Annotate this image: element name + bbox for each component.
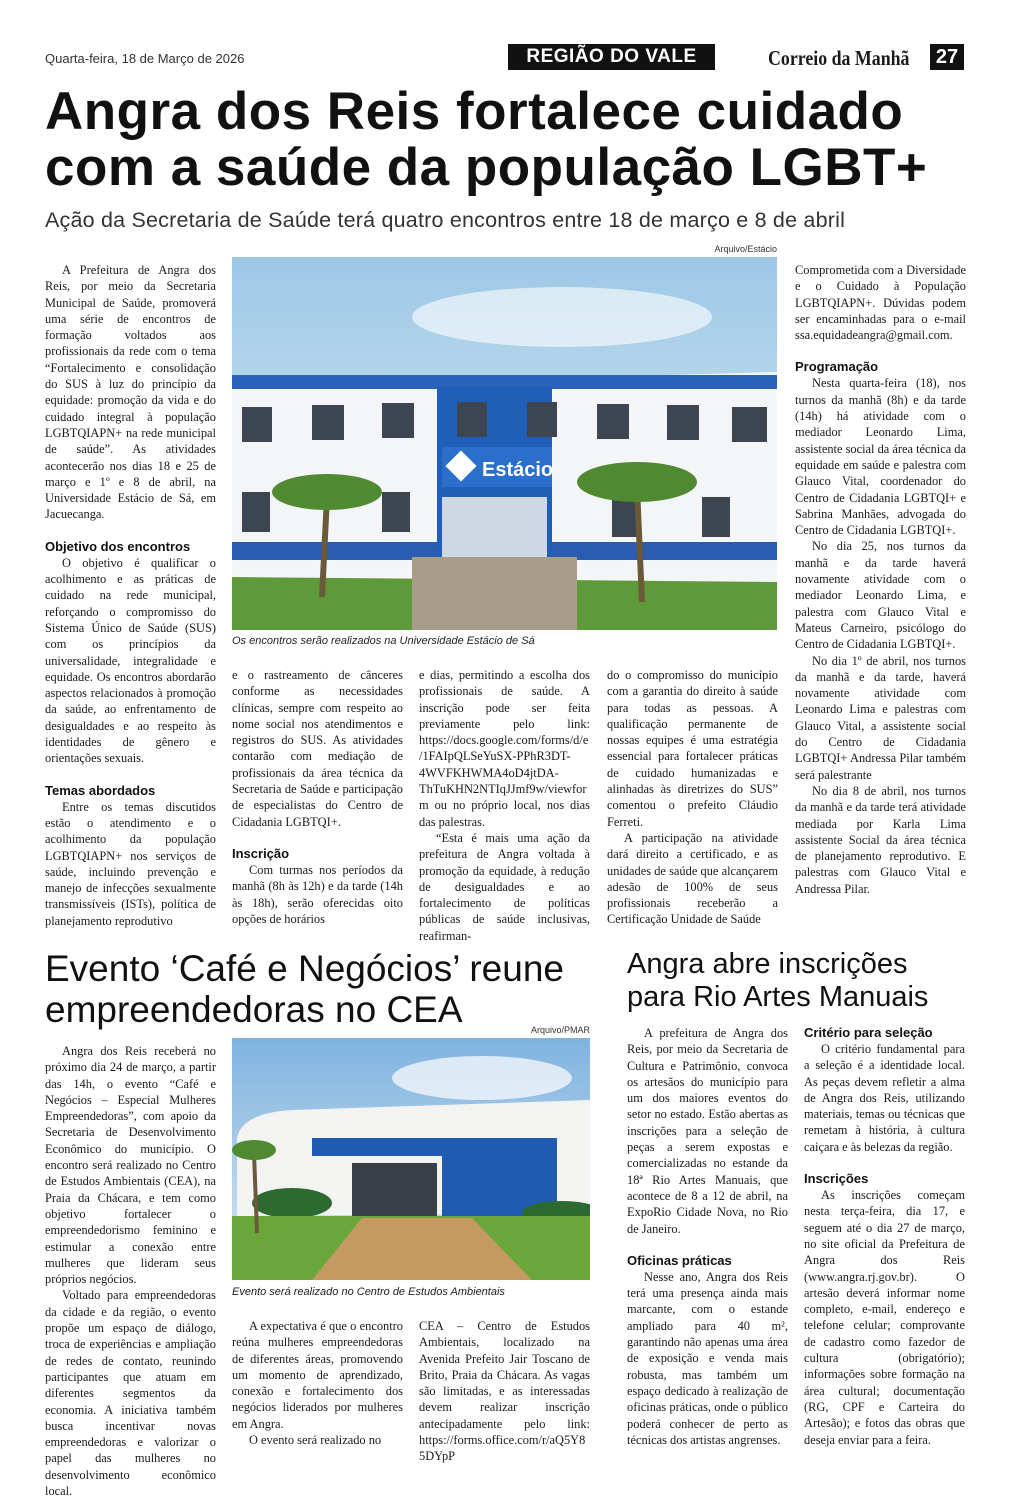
article1-photo-caption: Os encontros serão realizados na Universidade Estácio de Sá xyxy=(232,635,535,647)
paragraph: A participação na atividade dará direito a certificado, e as unidades de saúde que alcançarem adesão de 100% de seus profissionais receberão a Certificação Unidade de Saúde xyxy=(607,830,778,927)
page-number: 27 xyxy=(930,44,964,70)
estacio-sign: Estácio xyxy=(482,459,554,481)
article2-column-2 xyxy=(232,1318,403,1448)
paragraph: Comprometida com a Diversidade e o Cuidado à População LGBTQIAPN+. Dúvidas podem ser encaminhadas para o e-mail ssa.equidadeangra@gmail.com. xyxy=(795,263,966,343)
article1-subtitle: Ação da Secretaria de Saúde terá quatro encontros entre 18 de março e 8 de abril xyxy=(45,208,846,232)
paragraph: Com turmas nos períodos da manhã (8h às 12h) e da tarde (14h às 18h), serão oferecidas oito opções de horários xyxy=(232,862,403,926)
article2-column-1 xyxy=(45,1043,216,1499)
paragraph: “Esta é mais uma ação da prefeitura de Angra voltada à promoção da equidade, à redução de desigualdades e ao fortalecimento de políticas públicas de saúde inclusivas, reafirman- xyxy=(419,830,590,943)
article2-headline: Evento ‘Café e Negócios’ reune empreendedoras no CEA xyxy=(45,948,564,1030)
headline-line: Angra dos Reis fortalece cuidado xyxy=(45,82,904,141)
subheading: Inscrição xyxy=(232,845,290,861)
article1-column-4 xyxy=(607,667,778,928)
article2-photo xyxy=(232,1038,590,1280)
paragraph: Entre os temas discutidos estão o atendimento e o acolhimento da população LGBTQIAPN+ nos serviços de saúde, incluindo prevenção e manejo de infecções sexualmente transmissíveis (ISTs), política de planejamento reprodutivo xyxy=(45,799,216,928)
paragraph: O evento será realizado no xyxy=(249,1433,382,1448)
photo-credit: Arquivo/Estácio xyxy=(714,244,777,254)
subheading: Temas abordados xyxy=(45,782,156,798)
paragraph: Nesse ano, Angra dos Reis terá uma presença ainda mais marcante, com o estande ampliado para 40 m², garantindo não apenas uma área de exposição e venda mais robusta, mas também um espaço dedicado à realização de oficinas práticas, onde o público poderá conhecer de perto as técnicas dos artistas angrenses. xyxy=(627,1269,788,1447)
paragraph: CEA – Centro de Estudos Ambientais, localizado na Avenida Prefeito Jair Toscano de Brito, Praia da Chácara. As vagas são limitadas, e as interessadas devem realizar inscrição antecipadamente pelo link: https://forms.office.com/r/aQ5Y85DYpP xyxy=(419,1319,590,1464)
paragraph: e o rastreamento de cânceres conforme as necessidades clínicas, sempre com respeito ao nome social nos atendimentos e registros do SUS. As atividades contarão com mediação de profissionais da área técnica da Secretaria de Saúde e participação de especialistas do Centro de Cidadania LGBTQI+. xyxy=(232,668,403,829)
article3-headline: Angra abre inscrições para Rio Artes Manuais xyxy=(627,948,929,1013)
article1-column-2 xyxy=(232,667,403,927)
subheading: Programação xyxy=(795,359,879,375)
paragraph: do o compromisso do município com a garantia do direito à saúde para todas as pessoas. A qualificação permanente de nossas equipes é uma estratégia essencial para fortalecer práticas de cuidado humanizadas e alinhadas às diretrizes do SUS” comentou o prefeito Cláudio Ferreti. xyxy=(607,668,778,829)
paragraph: Angra dos Reis receberá no próximo dia 24 de março, a partir das 14h, o evento “Café e Negócios – Especial Mulheres Empreendedoras”, com apoio da Secretaria de Desenvolvimento Econômico do município. O encontro será realizado no Centro de Estudos Ambientais (CEA), na Praia da Chácara, e tem como objetivo fortalecer o empreendedorismo feminino e estimular a conexão entre mulheres que lideram seus próprios negócios. xyxy=(45,1044,216,1287)
photo-credit: Arquivo/PMAR xyxy=(530,1025,590,1035)
article3-column-2 xyxy=(804,1025,965,1448)
paragraph: e dias, permitindo a escolha dos profissionais de saúde. A inscrição pode ser feita previamente pelo link: https://docs.google.com/forms/d/e/1FAIpQLSeYuSX-PPhR3DT-4WVFKHWMA4oD4jtDA-ThTuKHN2NTIqJJmf9w/viewform ou no próprio local, nos dias das palestras. xyxy=(419,668,590,829)
article3-column-1 xyxy=(627,1025,788,1448)
paragraph: A expectativa é que o encontro reúna mulheres empreendedoras de diferentes áreas, promovendo um momento de aprendizado, conexão e fortalecimento dos negócios liderados por mulheres em Angra. xyxy=(232,1319,403,1431)
section-label: REGIÃO DO VALE xyxy=(508,44,715,70)
paragraph: As inscrições começam nesta terça-feira, dia 17, e seguem até o dia 27 de março, no site oficial da Prefeitura de Angra dos Reis (www.angra.rj.gov.br). O artesão deverá informar nome completo, e-mail, endereço e telefone celular; comprovante de cadastro como fazedor de cultura (obrigatório); informações sobre formação na área cultural; documentação (RG, CPF e Carteira do Artesão); e fotos das obras que deseja enviar para a feira. xyxy=(804,1188,965,1447)
paragraph: O critério fundamental para a seleção é a identidade local. As peças devem refletir a alma de Angra dos Reis, utilizando materiais, temas ou técnicas que remetam à história, à cultura caiçara e às belezas da região. xyxy=(804,1042,965,1154)
article1-column-5 xyxy=(795,262,966,897)
paragraph: A prefeitura de Angra dos Reis, por meio da Secretaria de Cultura e Patrimônio, convoca os artesãos do município para um dos maiores eventos do setor no estado. Estão abertas as inscrições para a seleção de peças a serem expostas e comercializadas no estande da 18ª Rio Artes Manuais, que acontece de 8 a 12 de abril, na ExpoRio Cidade Nova, no Rio de Janeiro. xyxy=(627,1026,788,1236)
article1-photo xyxy=(232,257,777,630)
paragraph: A Prefeitura de Angra dos Reis, por meio da Secretaria Municipal de Saúde, promoverá uma série de encontros de formação voltados aos profissionais da rede com o tema “Fortalecimento e consolidação do SUS à luz do princípio da equidade: promoção da vida e do cuidado integral à população LGBTQIAPN+ na rede municipal de saúde”. As atividades acontecerão nos dias 18 e 25 de março e 1º e 8 de abril, na Universidade Estácio de Sá, em Jacuecanga. xyxy=(45,263,216,522)
article1-column-1 xyxy=(45,262,216,929)
paragraph: No dia 25, nos turnos da manhã e da tarde haverá novamente atividade com o mediador Leonardo Lima, e palestra com Glauco Vital e Mateus Carneiro, psicólogo do Centro de Cidadania LGBTQI+. xyxy=(795,539,966,652)
paragraph: Voltado para empreendedoras da cidade e da região, o evento propõe um espaço de diálogo, troca de experiências e ampliação de redes de contato, reunindo participantes que atuam em diferentes segmentos da economia. A iniciativa também busca incentivar novas empreendedoras e valorizar o papel das mulheres no desenvolvimento econômico local. xyxy=(45,1288,216,1499)
paragraph: O objetivo é qualificar o acolhimento e as práticas de cuidado na rede municipal, reforçando o compromisso do Sistema Único de Saúde (SUS) com os princípios da universalidade, integralidade e equidade. Os encontros abordarão aspectos relacionados à promoção da saúde, ao enfrentamento de desigualdades e ao respeito às identidades de gênero e orientações sexuais. xyxy=(45,555,216,766)
subheading: Objetivo dos encontros xyxy=(45,538,191,554)
newspaper-name: Correio da Manhã xyxy=(768,46,910,70)
issue-date: Quarta-feira, 18 de Março de 2026 xyxy=(45,51,245,66)
paragraph: No dia 1º de abril, nos turnos da manhã e da tarde, haverá novamente atividade com Leonardo Lima e palestras com Glauco Vital, a assistente social do Centro de Cidadania LGBTQI+ Andressa Pilar também será palestrante xyxy=(795,653,966,782)
headline-line: com a saúde da população LGBT+ xyxy=(45,138,928,197)
subheading: Critério para seleção xyxy=(804,1025,933,1040)
subheading: Oficinas práticas xyxy=(627,1252,732,1268)
paragraph: Nesta quarta-feira (18), nos turnos da manhã (8h) e da tarde (14h) há atividade com o mediador Leonardo Lima, assistente social da área técnica da equidade em saúde e palestra com Glauco Vital, coordenador do Centro de Cidadania LGBTQI+ e Sabrina Manhães, advogada do Centro de Cidadania LGBTQI+. xyxy=(795,376,966,538)
paragraph: No dia 8 de abril, nos turnos da manhã e da tarde terá atividade mediada por Karla Lima assistente Social da área técnica de planejamento reprodutivo. E palestras com Glauco Vital e Andressa Pilar. xyxy=(795,783,966,896)
article2-photo-caption: Evento será realizado no Centro de Estudos Ambientais xyxy=(232,1286,505,1298)
article1-headline xyxy=(45,84,975,196)
article1-column-3 xyxy=(419,667,590,944)
article2-column-3 xyxy=(419,1318,590,1465)
subheading: Inscrições xyxy=(804,1171,869,1187)
